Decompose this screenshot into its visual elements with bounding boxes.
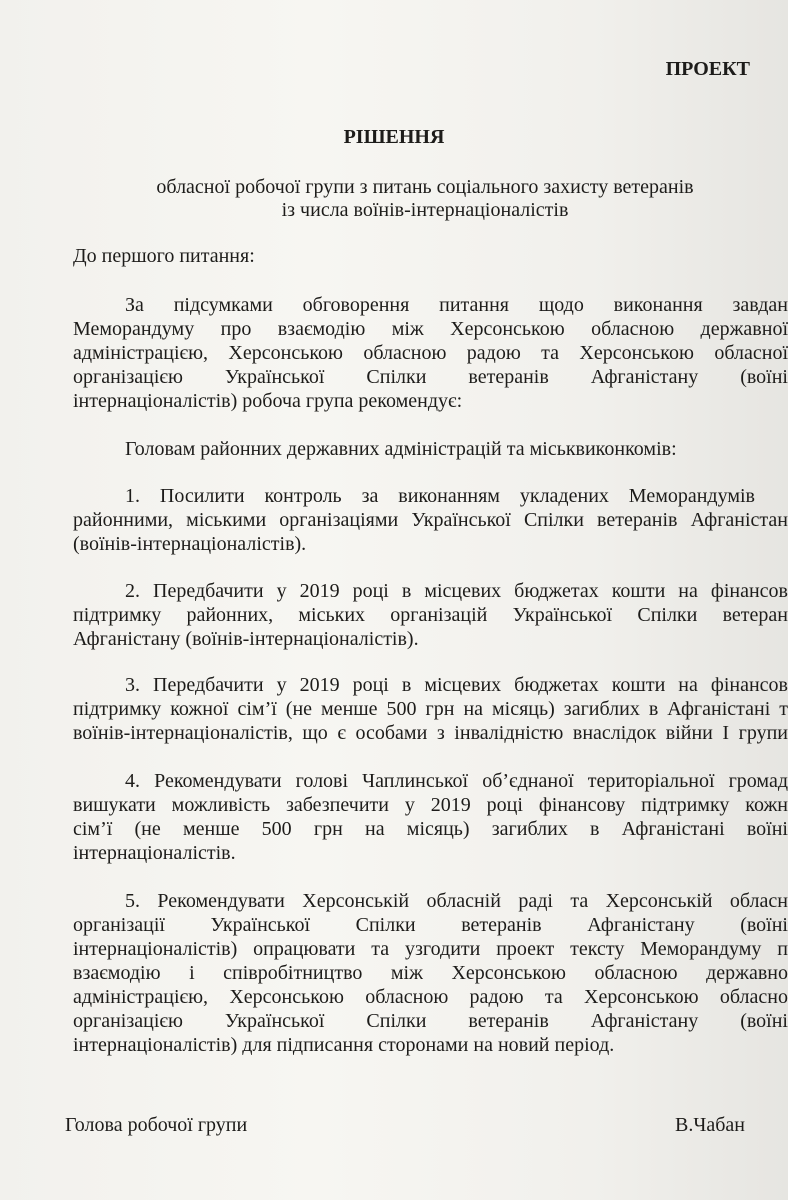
item5-line-5: адміністрацією, Херсонською обласною радою та Херсонською обласно: [73, 986, 788, 1008]
item3-line-1: 3. Передбачити у 2019 році в місцевих бюджетах кошти на фінансов: [125, 674, 788, 696]
subtitle-line-2: із числа воїнів-інтернаціоналістів: [281, 199, 569, 221]
intro-line-3: адміністрацією, Херсонською обласною радою та Херсонською обласної: [73, 342, 788, 364]
item1-line-2: районними, міськими організаціями Української Спілки ветеранів Афганістан: [73, 509, 788, 531]
document-title: РІШЕННЯ: [343, 126, 445, 148]
item3-line-2: підтримку кожної сім’ї (не менше 500 грн на місяць) загиблих в Афганістані т: [73, 698, 788, 720]
draft-label: ПРОЕКТ: [665, 58, 750, 80]
item3-line-3: воїнів-інтернаціоналістів, що є особами з інвалідністю внаслідок війни І групи: [73, 722, 788, 744]
item4-line-2: вишукати можливість забезпечити у 2019 році фінансову підтримку кожн: [73, 794, 788, 816]
item4-line-4: інтернаціоналістів.: [73, 842, 236, 864]
item2-line-1: 2. Передбачити у 2019 році в місцевих бюджетах кошти на фінансов: [125, 580, 788, 602]
item5-line-6: організацією Української Спілки ветеранів Афганістану (воїні: [73, 1010, 788, 1032]
item4-line-1: 4. Рекомендувати голові Чаплинської об’єднаної територіальної громад: [125, 770, 788, 792]
signatory-position: Голова робочої групи: [65, 1114, 248, 1136]
item5-line-4: взаємодію і співробітництво між Херсонською обласною державно: [73, 962, 788, 984]
item4-line-3: сім’ї (не менше 500 грн на місяць) загиблих в Афганістані воїні: [73, 818, 788, 840]
addressee-line: Головам районних державних адміністрацій та міськвиконкомів:: [125, 438, 677, 460]
intro-line-1: За підсумками обговорення питання щодо виконання завдан: [125, 294, 788, 316]
item5-line-7: інтернаціоналістів) для підписання сторонами на новий період.: [73, 1034, 615, 1056]
first-question-heading: До першого питання:: [73, 245, 255, 267]
item2-line-3: Афганістану (воїнів-інтернаціоналістів).: [73, 628, 419, 650]
item2-line-2: підтримку районних, міських організацій Української Спілки ветеран: [73, 604, 788, 626]
item1-line-1: 1. Посилити контроль за виконанням укладених Меморандумів: [125, 485, 755, 507]
signatory-name: В.Чабан: [675, 1114, 745, 1136]
item1-line-3: (воїнів-інтернаціоналістів).: [73, 533, 307, 555]
intro-line-5: інтернаціоналістів) робоча група рекомендує:: [73, 390, 463, 412]
intro-line-4: організацією Української Спілки ветеранів Афганістану (воїні: [73, 366, 788, 388]
item5-line-3: інтернаціоналістів) опрацювати та узгодити проект тексту Меморандуму п: [73, 938, 788, 960]
item5-line-2: організації Української Спілки ветеранів Афганістану (воїні: [73, 914, 788, 936]
intro-line-2: Меморандуму про взаємодію між Херсонською обласною державної: [73, 318, 788, 340]
item5-line-1: 5. Рекомендувати Херсонській обласній раді та Херсонській обласн: [125, 890, 788, 912]
subtitle-line-1: обласної робочої групи з питань соціального захисту ветеранів: [156, 176, 694, 198]
